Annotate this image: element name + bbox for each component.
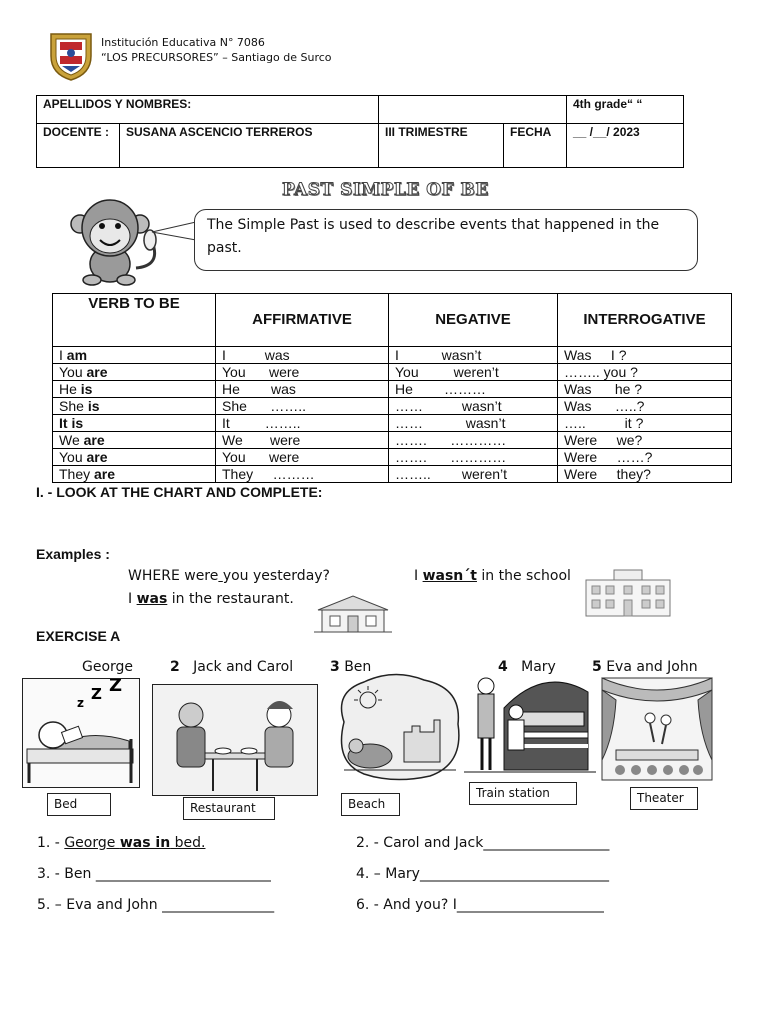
- verb-row: [53, 449, 732, 466]
- verb-cell: [53, 466, 216, 483]
- answer2-post: in the restaurant.: [167, 591, 294, 607]
- person-label-2: [170, 659, 293, 675]
- bubble-tail: [150, 216, 200, 246]
- negative-cell[interactable]: I wasn’t: [389, 347, 558, 364]
- negative-cell[interactable]: …… wasn’t: [389, 415, 558, 432]
- verb-row: [53, 364, 732, 381]
- negative-cell[interactable]: ……. …………: [389, 449, 558, 466]
- date-label: FECHA: [504, 124, 567, 168]
- header-verb-to-be: VERB TO BE: [53, 294, 216, 347]
- svg-text:Z: Z: [109, 679, 123, 696]
- place-label-beach: Beach: [341, 793, 400, 816]
- answer2-bold: was: [136, 591, 168, 607]
- example-answer-2: [128, 591, 294, 607]
- header-interrogative: INTERROGATIVE: [558, 294, 732, 347]
- sentence-1-subject: George: [64, 835, 120, 851]
- svg-text:z: z: [77, 696, 84, 710]
- pronoun: It: [59, 415, 68, 431]
- sentence-1-number: 1. -: [37, 835, 65, 851]
- restaurant-building-image: [312, 592, 394, 636]
- verb-cell: [53, 398, 216, 415]
- sentence-6[interactable]: 6. - And you? I_____________________: [356, 897, 604, 913]
- answer1-pre: I: [414, 568, 423, 584]
- pronoun: You: [59, 449, 83, 465]
- verb-cell: [53, 415, 216, 432]
- interrogative-cell[interactable]: Was I ?: [558, 347, 732, 364]
- affirmative-cell[interactable]: He was: [216, 381, 389, 398]
- person-label-1: [82, 659, 133, 675]
- grade-label: 4th grade“ “: [567, 96, 684, 124]
- verb-cell: [53, 432, 216, 449]
- verb-cell: [53, 449, 216, 466]
- restaurant-picture: [152, 684, 318, 796]
- person-name: George: [82, 659, 134, 675]
- names-field[interactable]: [379, 96, 567, 124]
- negative-cell[interactable]: …….. weren’t: [389, 466, 558, 483]
- theater-picture: [600, 676, 714, 782]
- verb-row: [53, 347, 732, 364]
- interrogative-cell[interactable]: Were we?: [558, 432, 732, 449]
- person-name: Ben: [344, 659, 372, 675]
- verb-to-be-table: [52, 293, 732, 483]
- examples-label: Examples :: [36, 546, 110, 562]
- person-label-5: [592, 659, 698, 675]
- person-number: 3: [330, 659, 340, 675]
- interrogative-cell[interactable]: ….. it ?: [558, 415, 732, 432]
- present-verb: am: [66, 347, 88, 363]
- sentence-3[interactable]: 3. - Ben _________________________: [37, 866, 271, 882]
- date-field[interactable]: __ /__/ 2023: [567, 124, 684, 168]
- present-verb: are: [94, 466, 116, 482]
- present-verb: is: [87, 398, 100, 414]
- present-verb: is: [80, 381, 93, 397]
- negative-cell[interactable]: …… wasn’t: [389, 398, 558, 415]
- person-name: Mary: [521, 659, 556, 675]
- interrogative-cell[interactable]: Was he ?: [558, 381, 732, 398]
- sentence-1-verb: was in: [119, 835, 171, 851]
- person-number: 2: [170, 659, 180, 675]
- svg-text:Z: Z: [91, 685, 102, 703]
- present-verb: are: [86, 449, 108, 465]
- speech-bubble: [194, 209, 698, 271]
- pronoun: She: [59, 398, 84, 414]
- teacher-name: SUSANA ASCENCIO TERREROS: [120, 124, 379, 168]
- present-verb: are: [83, 432, 105, 448]
- affirmative-cell[interactable]: You were: [216, 449, 389, 466]
- page-title: PAST SIMPLE OF BE: [282, 180, 489, 200]
- student-info-table: [36, 95, 684, 168]
- affirmative-cell[interactable]: You were: [216, 364, 389, 381]
- school-logo: [48, 30, 94, 82]
- negative-cell[interactable]: You weren’t: [389, 364, 558, 381]
- verb-cell: [53, 364, 216, 381]
- section-title: I. - LOOK AT THE CHART AND COMPLETE:: [36, 484, 323, 500]
- header-affirmative: AFFIRMATIVE: [216, 294, 389, 347]
- pronoun: You: [59, 364, 83, 380]
- place-label-bed: Bed: [47, 793, 111, 816]
- school-building-image: [584, 566, 672, 620]
- sentence-4[interactable]: 4. – Mary___________________________: [356, 866, 609, 882]
- sentence-5[interactable]: 5. – Eva and John ________________: [37, 897, 275, 913]
- bed-picture: [22, 678, 140, 788]
- question-pre: WHERE were: [128, 568, 219, 584]
- affirmative-cell[interactable]: They ………: [216, 466, 389, 483]
- question-post: you yesterday?: [222, 568, 330, 584]
- pronoun: They: [59, 466, 91, 482]
- verb-cell: [53, 347, 216, 364]
- answer1-post: in the school: [476, 568, 571, 584]
- header-negative: NEGATIVE: [389, 294, 558, 347]
- bubble-text: The Simple Past is used to describe events that happened in the past.: [207, 217, 660, 256]
- verb-row: [53, 398, 732, 415]
- affirmative-cell[interactable]: I was: [216, 347, 389, 364]
- person-number: 5: [592, 659, 602, 675]
- interrogative-cell[interactable]: …….. you ?: [558, 364, 732, 381]
- place-label-train-station: Train station: [469, 782, 577, 805]
- place-label-theater: Theater: [630, 787, 698, 810]
- place-label-restaurant: Restaurant: [183, 797, 275, 820]
- verb-row: [53, 466, 732, 483]
- teacher-label: DOCENTE :: [37, 124, 120, 168]
- pronoun: He: [59, 381, 77, 397]
- present-verb: is: [71, 415, 84, 431]
- person-number: 4: [498, 659, 508, 675]
- affirmative-cell[interactable]: It ……..: [216, 415, 389, 432]
- negative-cell[interactable]: He ………: [389, 381, 558, 398]
- verb-row: [53, 415, 732, 432]
- term-label: III TRIMESTRE: [379, 124, 504, 168]
- affirmative-cell[interactable]: She ……..: [216, 398, 389, 415]
- present-verb: are: [86, 364, 108, 380]
- affirmative-cell[interactable]: We were: [216, 432, 389, 449]
- example-question: [128, 568, 330, 584]
- verb-row: [53, 381, 732, 398]
- school-location: “LOS PRECURSORES” – Santiago de Surco: [101, 51, 332, 64]
- pronoun: We: [59, 432, 80, 448]
- names-label: APELLIDOS Y NOMBRES:: [37, 96, 379, 124]
- answer2-pre: I: [128, 591, 137, 607]
- sentence-1: [37, 835, 205, 851]
- example-answer-1: [414, 568, 571, 584]
- person-name: Eva and John: [606, 659, 698, 675]
- person-name: Jack and Carol: [193, 659, 294, 675]
- interrogative-cell[interactable]: Were ……?: [558, 449, 732, 466]
- exercise-title: EXERCISE A: [36, 628, 121, 644]
- train-station-picture: [464, 672, 596, 776]
- beach-picture: [334, 672, 464, 784]
- sentence-2[interactable]: 2. - Carol and Jack__________________: [356, 835, 610, 851]
- pronoun: I: [59, 347, 63, 363]
- sentence-1-place: bed.: [170, 835, 206, 851]
- interrogative-cell[interactable]: Was …..?: [558, 398, 732, 415]
- negative-cell[interactable]: ……. …………: [389, 432, 558, 449]
- verb-row: [53, 432, 732, 449]
- interrogative-cell[interactable]: Were they?: [558, 466, 732, 483]
- verb-cell: [53, 381, 216, 398]
- school-name: Institución Educativa N° 7086: [101, 36, 265, 49]
- answer1-bold: wasn´t: [422, 568, 477, 584]
